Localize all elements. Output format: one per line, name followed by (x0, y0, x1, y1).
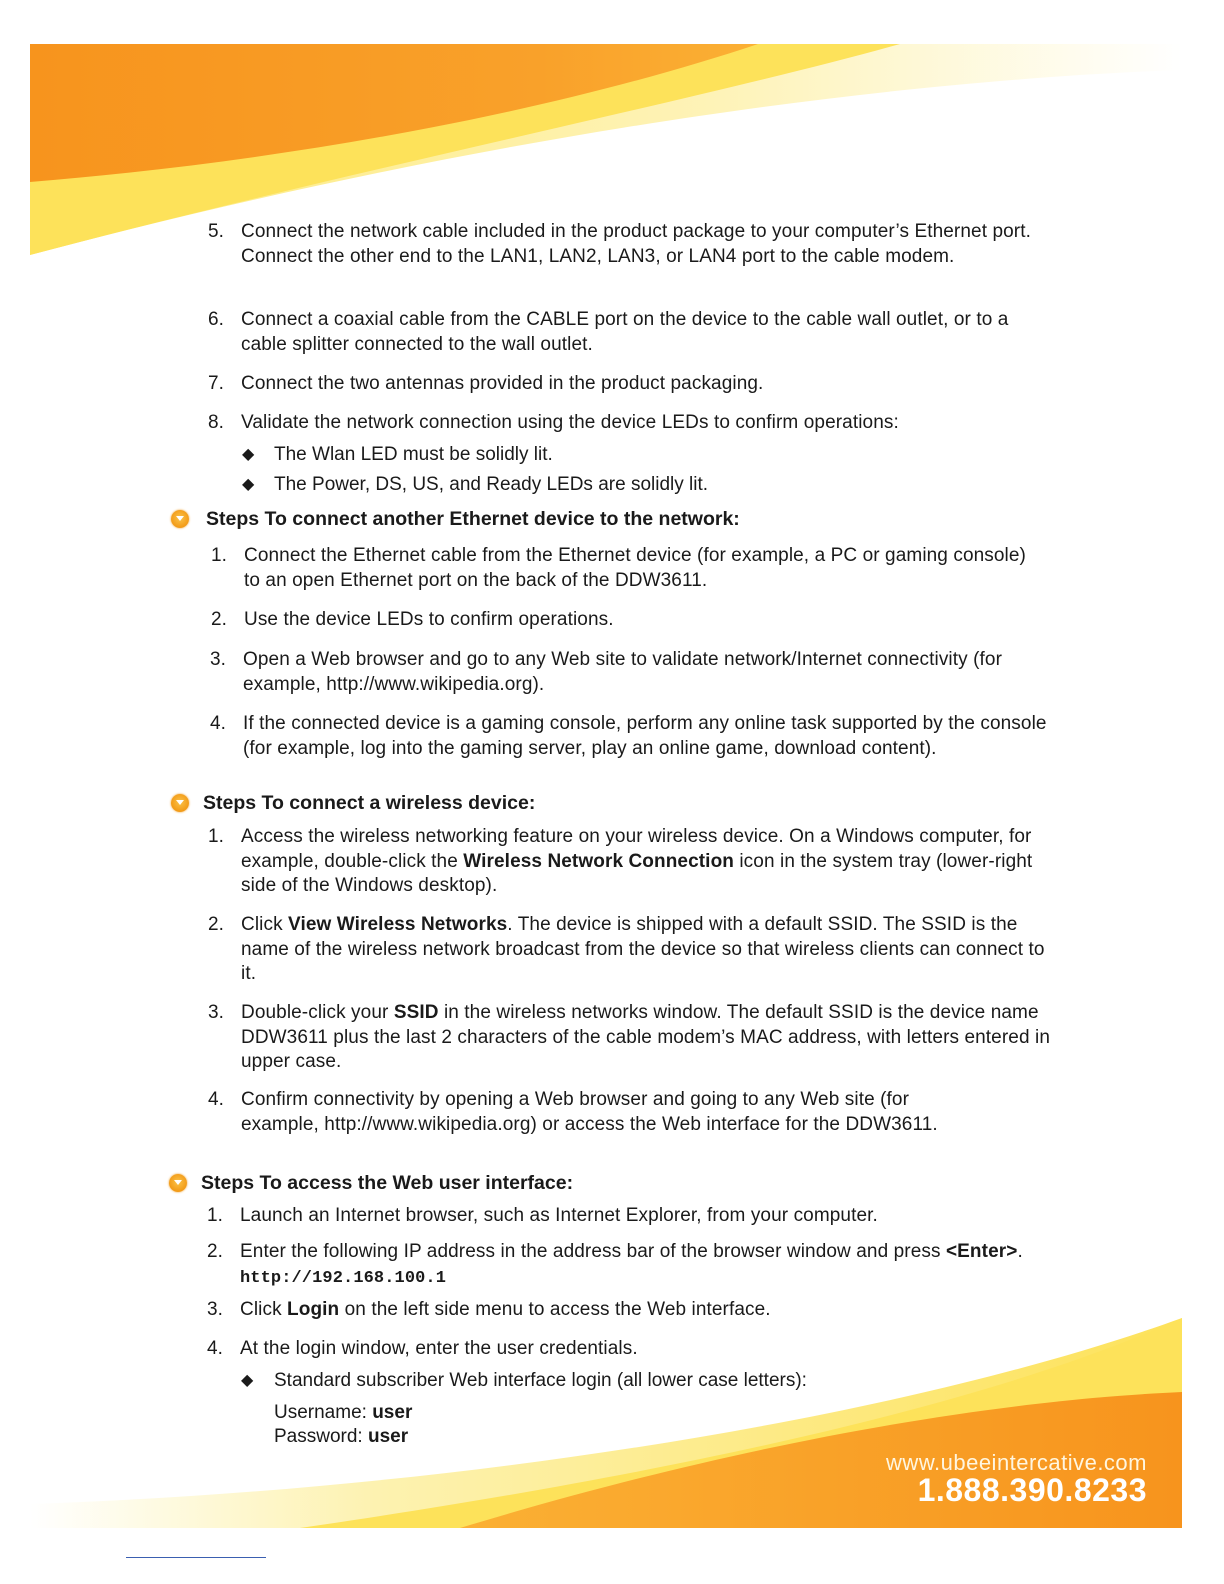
ip-address: http://192.168.100.1 (240, 1268, 447, 1288)
step-text-part: . (1017, 1241, 1023, 1262)
diamond-bullet-icon: ◆ (242, 446, 255, 463)
step-text-part: in the wireless networks window. The default SSID is the device name DDW3611 plus the last 2 characters of the cable modem’s MAC address, with letters entered in upper case. (241, 1002, 1050, 1072)
bullet-text: The Power, DS, US, and Ready LEDs are solidly lit. (274, 474, 709, 495)
step-text: Use the device LEDs to confirm operations. (244, 609, 614, 630)
section-heading: Steps To connect a wireless device: (203, 792, 536, 814)
step-text-part: Click (241, 914, 289, 935)
step-number: 2. (211, 609, 228, 630)
password-value: user (367, 1426, 409, 1447)
ui-term: SSID (393, 1002, 439, 1023)
step-text: Connect the two antennas provided in the product packaging. (241, 373, 764, 394)
username-label: Username: (274, 1402, 373, 1423)
step-number: 5. (208, 221, 225, 242)
ui-term: Login (287, 1299, 340, 1320)
step-text (241, 913, 1051, 987)
step-text-part: Click (240, 1299, 288, 1320)
diamond-bullet-icon: ◆ (242, 476, 255, 493)
step-number: 3. (207, 1299, 224, 1320)
step-text (241, 825, 1041, 899)
step-text: Confirm connectivity by opening a Web browser and going to any Web site (for example, http://www.wikipedia.org) or access the Web interface for the DDW3611. (241, 1089, 938, 1135)
step-text-part: Access the wireless networking feature on your wireless device. On a Windows computer, for example, double-click the (241, 826, 1032, 872)
password-line (274, 1425, 408, 1449)
ui-term: View Wireless Networks (288, 914, 508, 935)
key-term: <Enter> (945, 1241, 1018, 1262)
step-text-part: . The device is shipped with a default SSID. The SSID is the name of the wireless network broadcast from the device so that wireless clients can connect to it. (241, 914, 1045, 984)
step-text (240, 1240, 1040, 1291)
step-text: Connect the network cable included in the product package to your computer’s Ethernet port. Connect the other end to the LAN1, LAN2, LAN3, or LAN4 port to the cable modem. (241, 221, 1031, 267)
step-text: Launch an Internet browser, such as Internet Explorer, from your computer. (240, 1205, 878, 1226)
section-bullet-icon (171, 510, 189, 528)
step-text-part: on the left side menu to access the Web interface. (339, 1299, 771, 1320)
footer-website: www.ubeeintercative.com (886, 1450, 1147, 1475)
step-text: Connect a coaxial cable from the CABLE port on the device to the cable wall outlet, or to a cable splitter connected to the wall outlet. (241, 309, 1009, 355)
step-number: 3. (208, 1002, 225, 1023)
step-text: If the connected device is a gaming console, perform any online task supported by the console (for example, log into the gaming server, play an online game, download content). (243, 713, 1047, 759)
step-text (241, 1001, 1051, 1075)
step-number: 7. (208, 373, 225, 394)
step-number: 4. (210, 713, 227, 734)
password-label: Password: (274, 1426, 368, 1447)
step-number: 4. (207, 1338, 224, 1359)
step-number: 3. (210, 649, 227, 670)
section-heading: Steps To access the Web user interface: (201, 1172, 574, 1194)
step-text (240, 1298, 1040, 1323)
section-heading: Steps To connect another Ethernet device to the network: (206, 508, 740, 530)
step-text-part: Enter the following IP address in the address bar of the browser window and press (240, 1241, 946, 1262)
diamond-bullet-icon: ◆ (241, 1372, 254, 1389)
username-value: user (372, 1402, 413, 1423)
step-number: 1. (211, 545, 228, 566)
section-bullet-icon (171, 794, 189, 812)
step-text: Validate the network connection using the device LEDs to confirm operations: (241, 412, 899, 433)
bullet-text: Standard subscriber Web interface login (all lower case letters): (274, 1370, 807, 1391)
step-number: 8. (208, 412, 225, 433)
footer-phone: 1.888.390.8233 (917, 1472, 1147, 1508)
step-text: Open a Web browser and go to any Web site to validate network/Internet connectivity (for example, http://www.wikipedia.org). (243, 649, 1002, 695)
step-text-part: icon in the system tray (lower-right side of the Windows desktop). (241, 850, 1033, 896)
step-text: Connect the Ethernet cable from the Ethernet device (for example, a PC or gaming console) to an open Ethernet port on the back of the DDW3611. (244, 545, 1026, 591)
footer-rule (126, 1557, 266, 1558)
step-number: 6. (208, 309, 225, 330)
step-number: 1. (208, 826, 225, 847)
step-number: 1. (207, 1205, 224, 1226)
step-number: 2. (207, 1241, 224, 1262)
ui-term: Wireless Network Connection (463, 850, 734, 872)
step-text-part: Double-click your (241, 1002, 394, 1023)
section-bullet-icon (169, 1174, 187, 1192)
username-line (274, 1401, 412, 1425)
step-text: At the login window, enter the user credentials. (240, 1338, 638, 1359)
bullet-text: The Wlan LED must be solidly lit. (274, 444, 553, 465)
step-number: 2. (208, 914, 225, 935)
step-number: 4. (208, 1089, 225, 1110)
